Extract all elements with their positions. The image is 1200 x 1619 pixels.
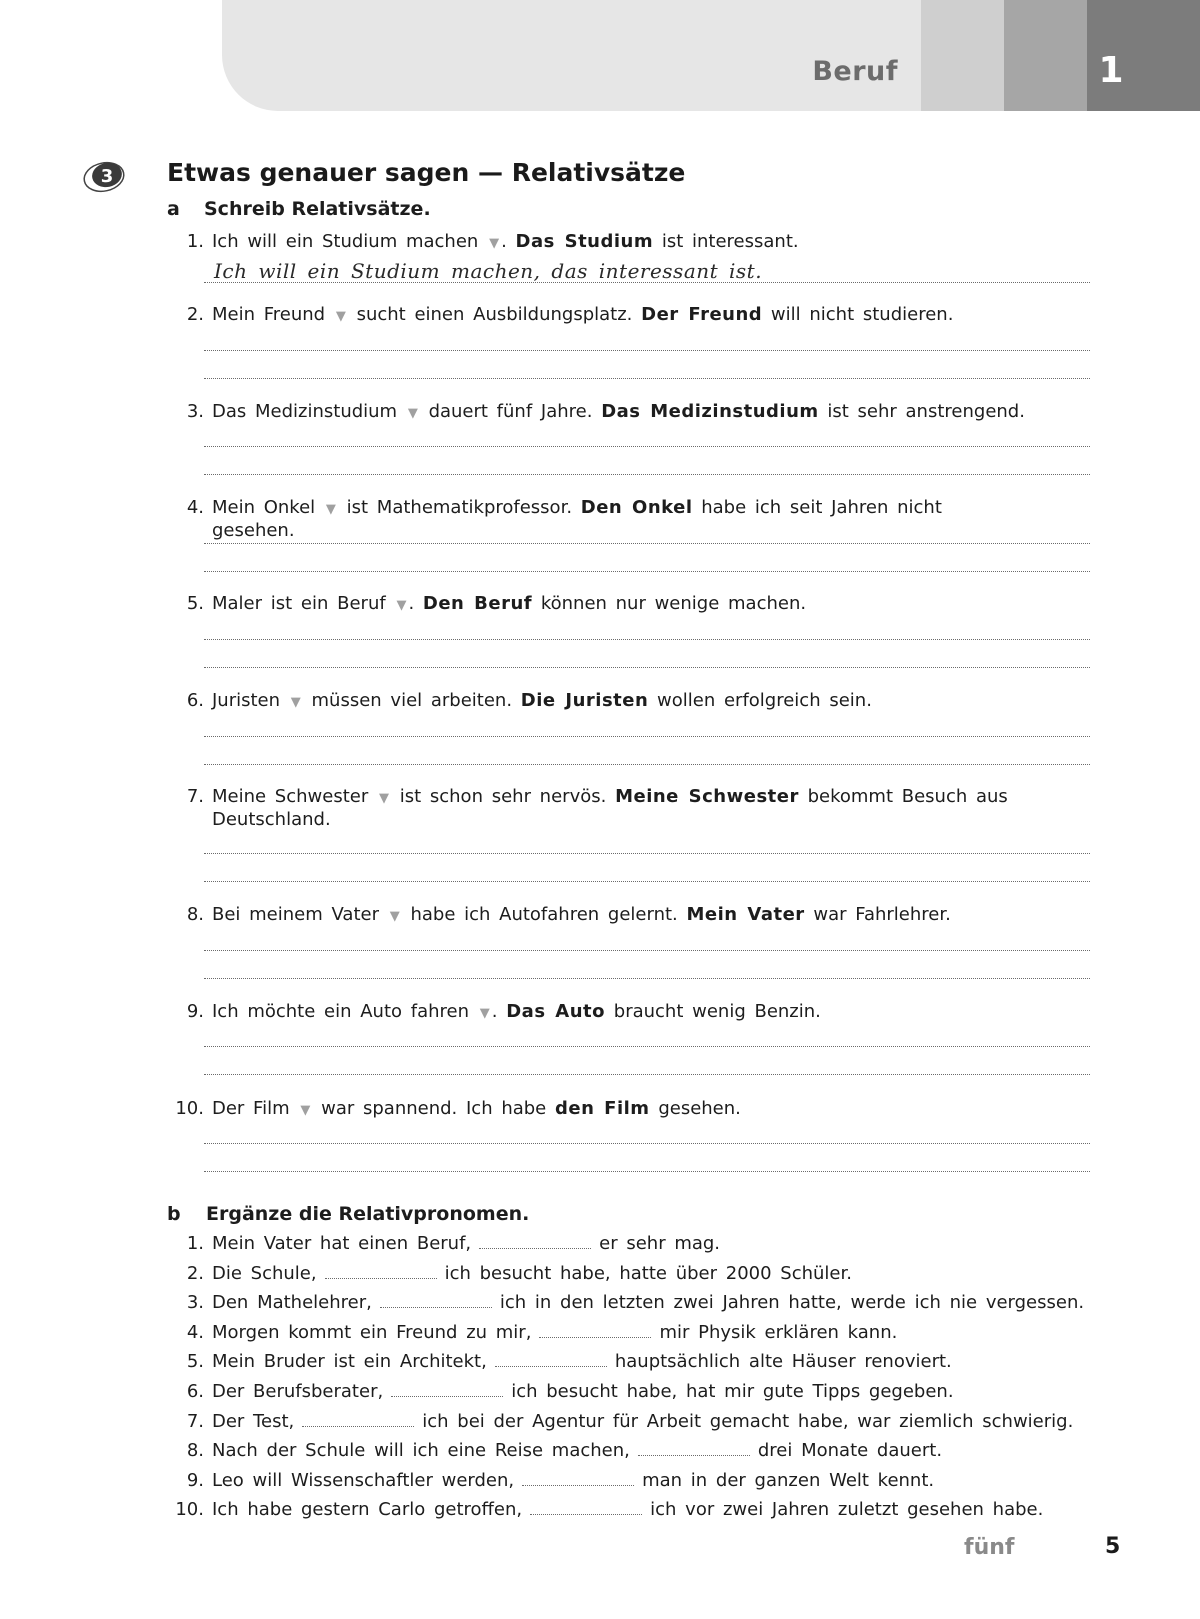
answer-line[interactable] (204, 950, 1090, 951)
relative-pronoun-blank[interactable] (638, 1441, 750, 1456)
sentence-reference: Das Auto (506, 1001, 606, 1022)
sentence-end: ich besucht habe, hat mir gute Tipps gegeben. (511, 1381, 954, 1402)
insert-marker-icon: ▼ (479, 1006, 490, 1021)
insert-marker-icon: ▼ (300, 1103, 311, 1118)
sentence-reference: Den Onkel (580, 497, 693, 518)
insert-marker-icon: ▼ (407, 406, 418, 421)
sentence-start: Der Test, (212, 1411, 295, 1432)
answer-line[interactable] (204, 667, 1090, 668)
sentence-reference: den Film (555, 1098, 650, 1119)
exercise-number: 3 (100, 166, 114, 187)
insert-marker-icon: ▼ (396, 598, 407, 613)
item-sentence (212, 231, 1028, 254)
answer-line[interactable] (204, 764, 1090, 765)
exercise-b-item (160, 1381, 954, 1402)
sentence-start: Mein Bruder ist ein Architekt, (212, 1351, 487, 1372)
sentence-end: habe ich seit Jahren nicht gesehen. (212, 497, 942, 541)
sentence-continuation: . (491, 1001, 498, 1022)
sentence-start: Morgen kommt ein Freund zu mir, (212, 1322, 532, 1343)
header-block-light (921, 0, 1004, 111)
exercise-number-badge (82, 160, 126, 194)
sentence-continuation: war spannend. Ich habe (321, 1098, 547, 1119)
item-number: 10. (175, 1499, 204, 1520)
answer-line[interactable] (204, 1143, 1090, 1144)
sentence-continuation: sucht einen Ausbildungsplatz. (356, 304, 633, 325)
answer-line[interactable] (204, 639, 1090, 640)
sentence-start: Meine Schwester (212, 786, 369, 807)
exercise-a-item (160, 497, 1028, 541)
sentence-continuation: ist schon sehr nervös. (399, 786, 607, 807)
item-number: 5. (186, 1351, 204, 1372)
chapter-number: 1 (1098, 50, 1124, 91)
sentence-end: wollen erfolgreich sein. (657, 690, 872, 711)
sentence-reference: Mein Vater (686, 904, 805, 925)
exercise-b-item (160, 1322, 897, 1343)
sentence-start: Ich will ein Studium machen (212, 231, 479, 252)
exercise-a-item (160, 593, 1028, 616)
part-b-title: Ergänze die Relativpronomen. (206, 1203, 530, 1225)
sentence-start: Der Berufsberater, (212, 1381, 384, 1402)
item-sentence (212, 304, 1028, 327)
sentence-end: mir Physik erklären kann. (659, 1322, 898, 1343)
sentence-start: Ich möchte ein Auto fahren (212, 1001, 470, 1022)
relative-pronoun-blank[interactable] (539, 1323, 651, 1338)
item-number: 3. (186, 1292, 204, 1313)
part-b-letter: b (167, 1203, 181, 1225)
item-sentence (212, 1001, 1028, 1024)
answer-line[interactable] (204, 378, 1090, 379)
item-number: 2. (186, 304, 204, 325)
sentence-end: er sehr mag. (599, 1233, 721, 1254)
sentence-continuation: müssen viel arbeiten. (311, 690, 513, 711)
exercise-a-item (160, 401, 1028, 424)
sentence-reference: Meine Schwester (615, 786, 799, 807)
relative-pronoun-blank[interactable] (495, 1352, 607, 1367)
insert-marker-icon: ▼ (335, 309, 346, 324)
item-number: 7. (186, 786, 204, 807)
sentence-reference: Der Freund (641, 304, 763, 325)
answer-line[interactable] (204, 474, 1090, 475)
sentence-continuation: habe ich Autofahren gelernt. (410, 904, 678, 925)
sentence-end: können nur wenige machen. (540, 593, 807, 614)
insert-marker-icon: ▼ (389, 909, 400, 924)
chapter-title: Beruf (812, 56, 898, 87)
sentence-end: gesehen. (658, 1098, 741, 1119)
exercise-b-item (160, 1233, 720, 1254)
item-sentence (212, 401, 1028, 424)
item-number: 4. (186, 1322, 204, 1343)
item-number: 6. (186, 1381, 204, 1402)
sentence-end: hauptsächlich alte Häuser renoviert. (614, 1351, 952, 1372)
sentence-start: Juristen (212, 690, 281, 711)
sentence-continuation: . (408, 593, 415, 614)
insert-marker-icon: ▼ (325, 502, 336, 517)
relative-pronoun-blank[interactable] (380, 1293, 492, 1308)
sentence-end: will nicht studieren. (770, 304, 954, 325)
exercise-title: Etwas genauer sagen — Relativsätze (167, 158, 686, 187)
item-number: 10. (175, 1098, 204, 1119)
exercise-a-item (160, 786, 1028, 830)
sentence-reference: Den Beruf (422, 593, 533, 614)
sentence-continuation: . (501, 231, 507, 252)
sentence-start: Ich habe gestern Carlo getroffen, (212, 1499, 523, 1520)
answer-line[interactable] (204, 881, 1090, 882)
sentence-end: ist interessant. (661, 231, 799, 252)
sentence-end: ich bei der Agentur für Arbeit gemacht habe, war ziemlich schwierig. (422, 1411, 1074, 1432)
item-number: 8. (186, 1440, 204, 1461)
sentence-start: Die Schule, (212, 1263, 317, 1284)
answer-line[interactable] (204, 736, 1090, 737)
item-sentence (212, 497, 1028, 541)
answer-line[interactable] (204, 1074, 1090, 1075)
example-answer: Ich will ein Studium machen, das interessant ist. (214, 259, 763, 283)
sentence-start: Leo will Wissenschaftler werden, (212, 1470, 515, 1491)
sentence-end: ich in den letzten zwei Jahren hatte, werde ich nie vergessen. (499, 1292, 1085, 1313)
item-number: 8. (186, 904, 204, 925)
item-number: 6. (186, 690, 204, 711)
exercise-b-item (160, 1440, 942, 1461)
exercise-b-item (160, 1292, 1084, 1313)
sentence-end: man in der ganzen Welt kennt. (642, 1470, 935, 1491)
header-block-mid (1004, 0, 1087, 111)
sentence-continuation: ist Mathematikprofessor. (346, 497, 573, 518)
exercise-a-item (160, 904, 1028, 927)
item-number: 1. (186, 231, 204, 252)
insert-marker-icon: ▼ (290, 695, 301, 710)
sentence-start: Bei meinem Vater (212, 904, 379, 925)
answer-line[interactable] (204, 1046, 1090, 1047)
part-a-title: Schreib Relativsätze. (204, 198, 431, 220)
item-number: 3. (186, 401, 204, 422)
answer-line[interactable] (204, 350, 1090, 351)
relative-pronoun-blank[interactable] (479, 1234, 591, 1249)
exercise-b-item (160, 1351, 952, 1372)
sentence-reference: Die Juristen (520, 690, 649, 711)
item-number: 1. (186, 1233, 204, 1254)
sentence-start: Der Film (212, 1098, 290, 1119)
page-number: 5 (1105, 1534, 1121, 1559)
sentence-start: Mein Freund (212, 304, 326, 325)
sentence-end: drei Monate dauert. (757, 1440, 943, 1461)
item-number: 9. (186, 1470, 204, 1491)
sentence-end: braucht wenig Benzin. (613, 1001, 821, 1022)
answer-line[interactable] (204, 571, 1090, 572)
page-number-word: fünf (964, 1535, 1015, 1560)
sentence-reference: Das Medizinstudium (601, 401, 819, 422)
sentence-reference: Das Studium (515, 231, 654, 252)
answer-line[interactable] (204, 978, 1090, 979)
sentence-end: ich besucht habe, hatte über 2000 Schüler. (444, 1263, 852, 1284)
relative-pronoun-blank[interactable] (530, 1500, 642, 1515)
item-sentence (212, 786, 1028, 830)
sentence-start: Das Medizinstudium (212, 401, 398, 422)
sentence-start: Den Mathelehrer, (212, 1292, 372, 1313)
answer-line[interactable] (204, 1171, 1090, 1172)
item-number: 2. (186, 1263, 204, 1284)
relative-pronoun-blank[interactable] (302, 1412, 414, 1427)
item-number: 7. (186, 1411, 204, 1432)
relative-pronoun-blank[interactable] (325, 1264, 437, 1279)
insert-marker-icon: ▼ (489, 236, 500, 251)
part-a-letter: a (167, 198, 180, 220)
insert-marker-icon: ▼ (378, 791, 389, 806)
item-sentence (212, 904, 1028, 927)
item-sentence (212, 1098, 1028, 1121)
exercise-a-item (160, 231, 1028, 254)
sentence-start: Mein Onkel (212, 497, 316, 518)
sentence-start: Nach der Schule will ich eine Reise machen, (212, 1440, 630, 1461)
sentence-end: war Fahrlehrer. (813, 904, 951, 925)
sentence-continuation: dauert fünf Jahre. (428, 401, 593, 422)
sentence-end: ist sehr anstrengend. (827, 401, 1025, 422)
answer-line[interactable] (204, 853, 1090, 854)
item-number: 4. (186, 497, 204, 518)
exercise-b-item (160, 1470, 934, 1491)
relative-pronoun-blank[interactable] (391, 1382, 503, 1397)
sentence-end: ich vor zwei Jahren zuletzt gesehen habe. (650, 1499, 1044, 1520)
item-sentence (212, 593, 1028, 616)
exercise-b-item (160, 1411, 1073, 1432)
sentence-start: Mein Vater hat einen Beruf, (212, 1233, 472, 1254)
exercise-a-item (160, 1098, 1028, 1121)
sentence-end: bekommt Besuch aus Deutschland. (212, 786, 1008, 830)
exercise-a-item (160, 690, 1028, 713)
item-number: 9. (186, 1001, 204, 1022)
exercise-a-item (160, 304, 1028, 327)
exercise-a-item (160, 1001, 1028, 1024)
sentence-start: Maler ist ein Beruf (212, 593, 386, 614)
answer-line[interactable] (204, 446, 1090, 447)
exercise-b-item (160, 1499, 1043, 1520)
exercise-b-item (160, 1263, 852, 1284)
relative-pronoun-blank[interactable] (522, 1471, 634, 1486)
item-sentence (212, 690, 1028, 713)
answer-line[interactable] (204, 543, 1090, 544)
item-number: 5. (186, 593, 204, 614)
